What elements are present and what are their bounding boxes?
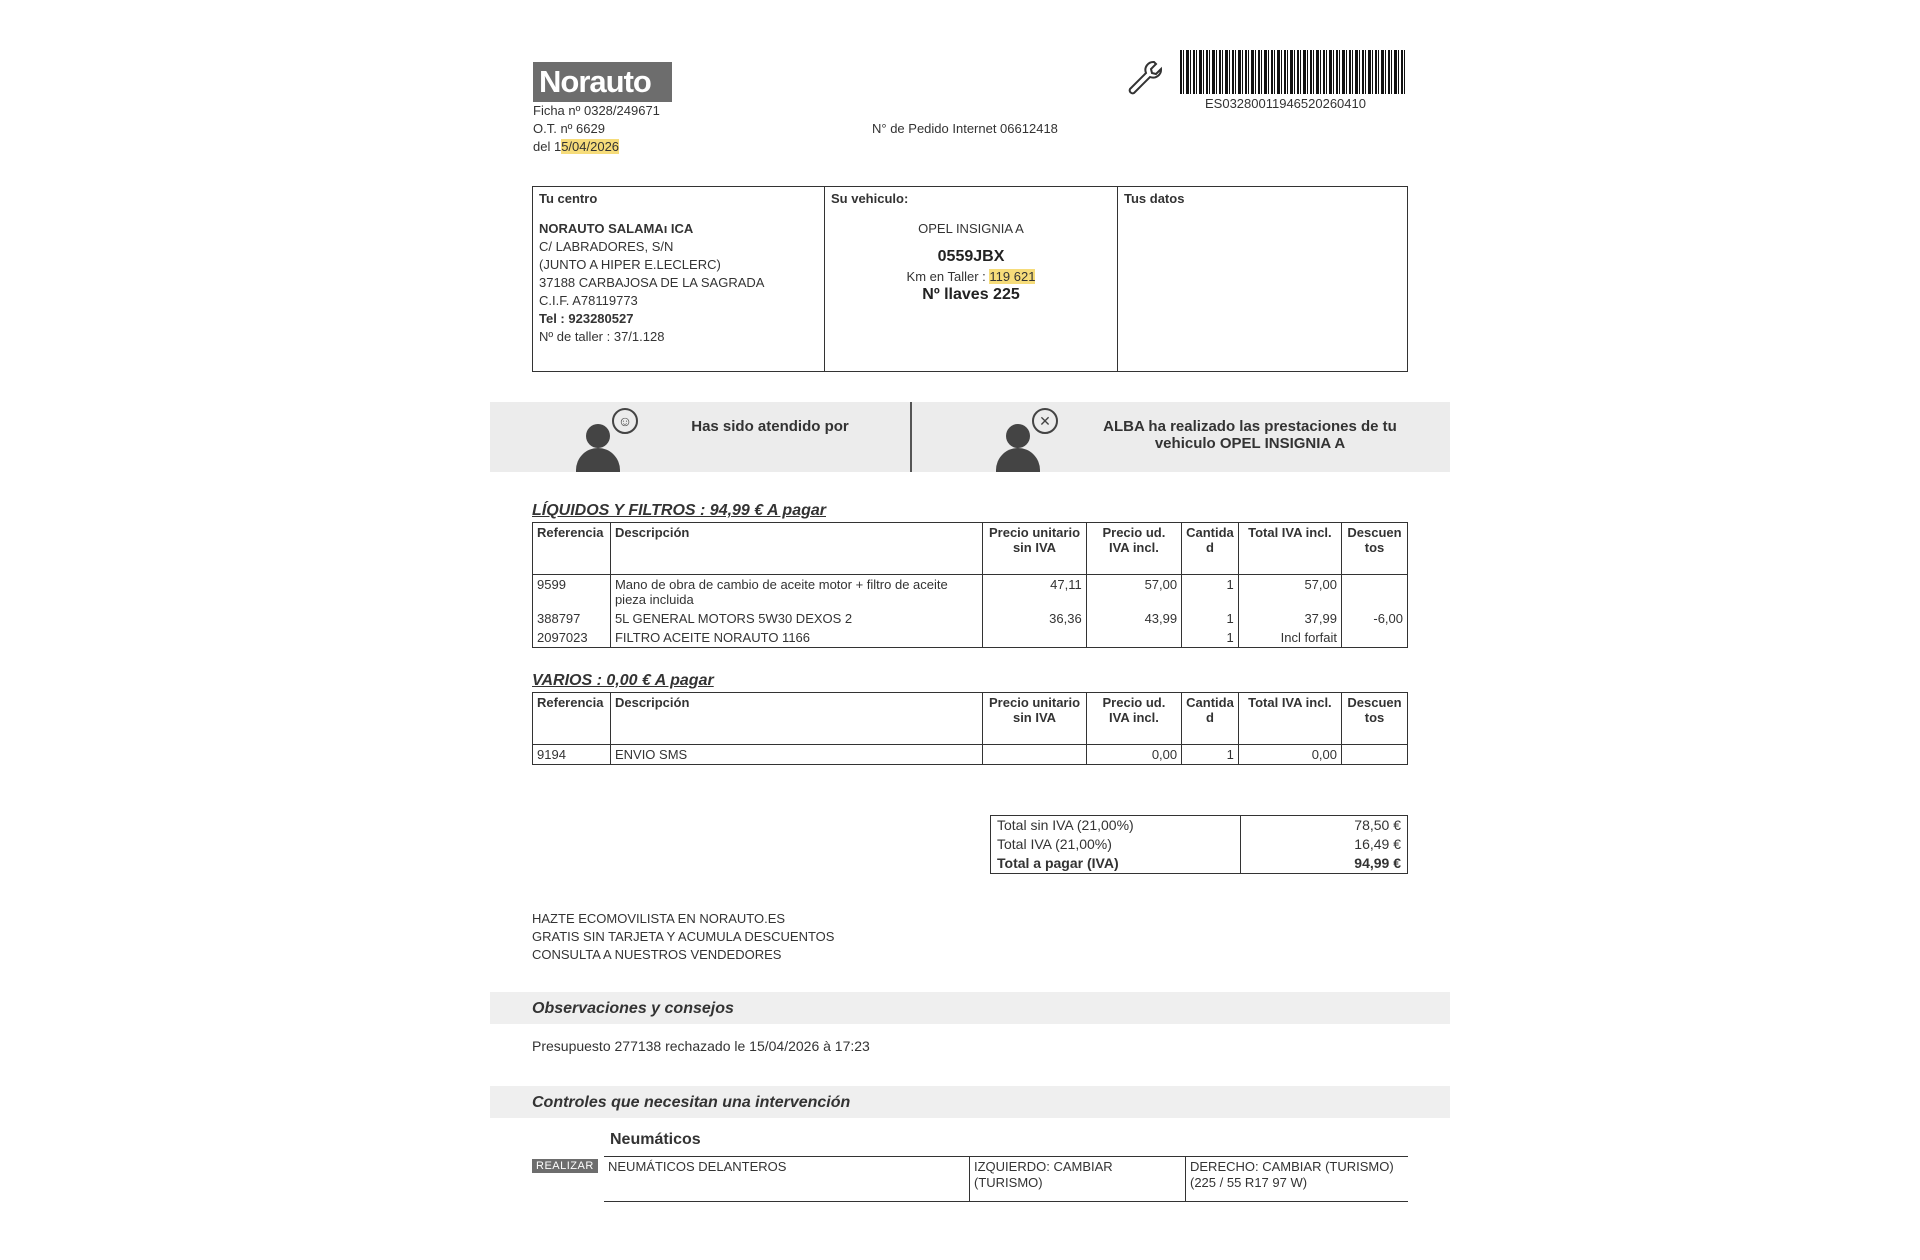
vehiculo-km: Km en Taller : 119 621 <box>906 269 1036 284</box>
col-total: Total IVA incl. <box>1238 523 1341 575</box>
order-date: del 15/04/2026 <box>533 139 620 154</box>
centro-taller: Nº de taller : 37/1.128 <box>539 329 665 344</box>
datos-title: Tus datos <box>1124 191 1185 206</box>
col-pu: Precio unitario sin IVA <box>983 523 1086 575</box>
col-cant: Cantida d <box>1182 693 1239 745</box>
col-desc: Descripción <box>610 693 982 745</box>
controles-title: Controles que necesitan una intervención <box>532 1094 851 1111</box>
ficha-number: Ficha nº 0328/249671 <box>533 103 660 118</box>
centro-address2: (JUNTO A HIPER E.LECLERC) <box>539 257 721 272</box>
col-pui: Precio ud. IVA incl. <box>1086 693 1181 745</box>
col-cant: Cantida d <box>1182 523 1239 575</box>
centro-title: Tu centro <box>539 191 598 206</box>
centro-address1: C/ LABRADORES, S/N <box>539 239 674 254</box>
observaciones-text: Presupuesto 277138 rechazado le 15/04/2026 à 17:23 <box>532 1038 870 1054</box>
tyres-right: DERECHO: CAMBIAR (TURISMO) (225 / 55 R17 97 W) <box>1190 1159 1394 1190</box>
centro-address3: 37188 CARBAJOSA DE LA SAGRADA <box>539 275 765 290</box>
centro-name: NORAUTO SALAMAı ICA <box>539 221 694 236</box>
total-sin-iva-row: Total sin IVA (21,00%) 78,50 € <box>991 816 1407 835</box>
col-ref: Referencia <box>533 693 611 745</box>
info-box <box>532 186 1408 372</box>
attendant-banner: ☺ Has sido atendido por ✕ ALBA ha realizado las prestaciones de tu vehiculo OPEL INSIGNIA A <box>490 402 1450 472</box>
attended-by-text: Has sido atendido por <box>691 418 849 435</box>
vehiculo-model: OPEL INSIGNIA A <box>918 221 1024 236</box>
centro-section <box>533 187 825 371</box>
datos-section <box>1118 187 1406 371</box>
centro-tel: Tel : 923280527 <box>539 311 634 326</box>
internet-order-number: N° de Pedido Internet 06612418 <box>872 121 1058 136</box>
col-dto: Descuen tos <box>1342 693 1408 745</box>
col-pu: Precio unitario sin IVA <box>983 693 1086 745</box>
liquidos-table <box>532 522 1408 648</box>
ot-number: O.T. nº 6629 <box>533 121 605 136</box>
col-total: Total IVA incl. <box>1238 693 1341 745</box>
col-ref: Referencia <box>533 523 611 575</box>
tyres-left: IZQUIERDO: CAMBIAR (TURISMO) <box>970 1157 1186 1201</box>
vehiculo-section <box>825 187 1118 371</box>
col-pui: Precio ud. IVA incl. <box>1086 523 1181 575</box>
section-liquidos-title: LÍQUIDOS Y FILTROS : 94,99 € A pagar <box>532 502 826 519</box>
varios-table <box>532 692 1408 765</box>
tyres-row <box>604 1156 1408 1202</box>
table-row: 9194 ENVIO SMS 0,00 1 0,00 <box>533 745 1408 765</box>
observaciones-title: Observaciones y consejos <box>532 1000 734 1017</box>
totals-box <box>990 815 1408 874</box>
centro-cif: C.I.F. A78119773 <box>539 293 638 308</box>
total-iva-row: Total IVA (21,00%) 16,49 € <box>991 835 1407 854</box>
barcode-number: ES03280011946520260410 <box>1205 96 1366 111</box>
vehiculo-plate: 0559JBX <box>937 248 1005 265</box>
col-desc: Descripción <box>610 523 982 575</box>
table-row: 388797 5L GENERAL MOTORS 5W30 DEXOS 2 36,36 43,99 1 37,99 -6,00 <box>533 609 1408 628</box>
wrench-icon <box>1124 58 1164 98</box>
barcode <box>1180 50 1406 94</box>
section-varios-title: VARIOS : 0,00 € A pagar <box>532 672 714 689</box>
norauto-logo: Norauto <box>533 62 672 102</box>
banner-divider <box>910 402 912 472</box>
promo-text: HAZTE ECOMOVILISTA EN NORAUTO.ES GRATIS SIN TARJETA Y ACUMULA DESCUENTOS CONSULTA A NUESTROS VENDEDORES <box>532 911 835 962</box>
table-row: 2097023 FILTRO ACEITE NORAUTO 1166 1 Incl forfait <box>533 628 1408 648</box>
performed-by-text: ALBA ha realizado las prestaciones de tu vehiculo OPEL INSIGNIA A <box>1103 418 1397 452</box>
vehiculo-title: Su vehiculo: <box>831 191 909 206</box>
tyres-item: NEUMÁTICOS DELANTEROS <box>604 1157 970 1201</box>
table-row: 9599 Mano de obra de cambio de aceite motor + filtro de aceite pieza incluida 47,11 57,00 1 57,00 <box>533 575 1408 610</box>
realizar-badge: REALIZAR <box>532 1159 598 1173</box>
neumaticos-subtitle: Neumáticos <box>610 1131 701 1148</box>
total-pagar-row: Total a pagar (IVA) 94,99 € <box>991 854 1407 873</box>
col-dto: Descuen tos <box>1342 523 1408 575</box>
vehiculo-llaves: Nº llaves 225 <box>922 286 1020 303</box>
